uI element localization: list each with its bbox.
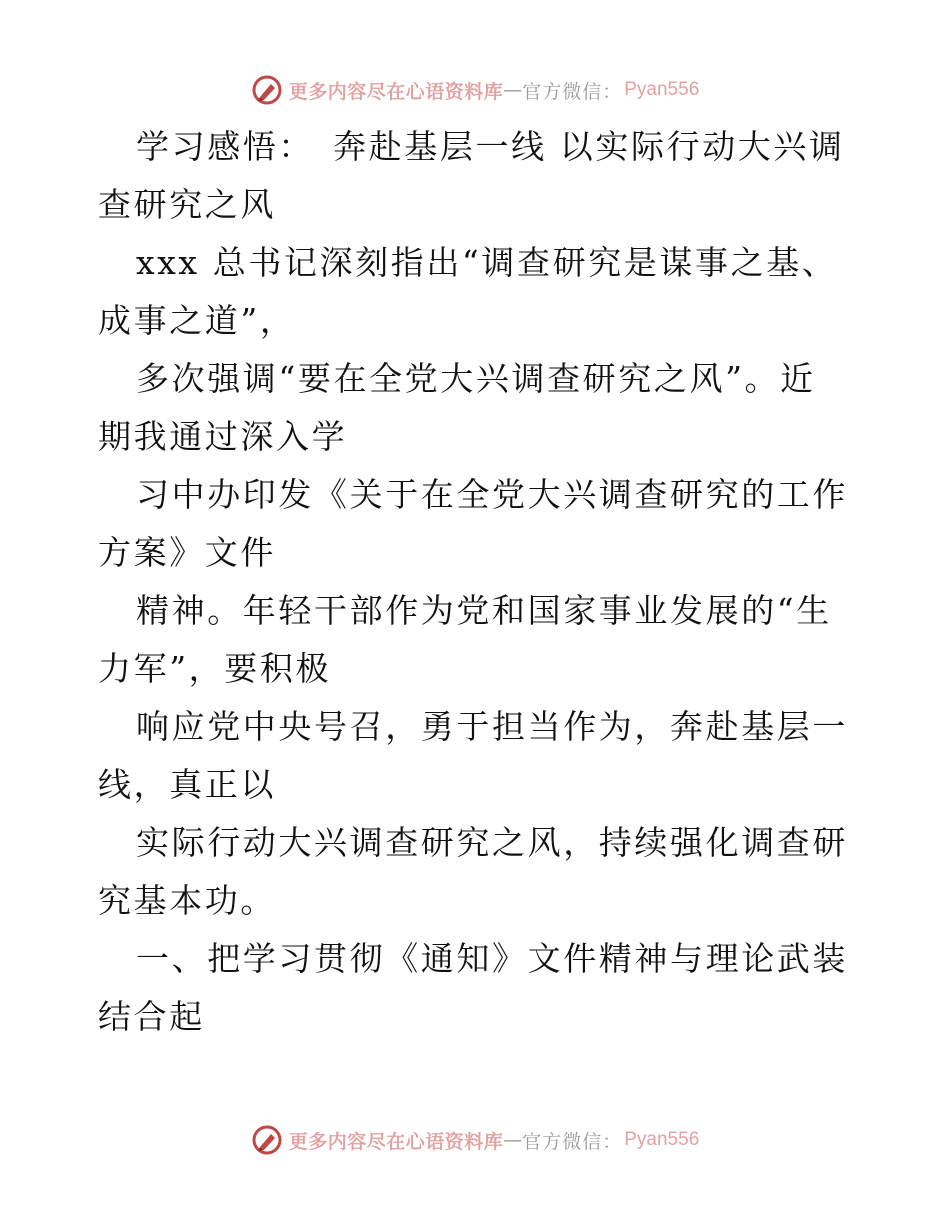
- document-title: 学习感悟： 奔赴基层一线 以实际行动大兴调查研究之风: [98, 127, 845, 224]
- footer-watermark: [0, 1120, 950, 1160]
- watermark-official-label: 官方微信：: [522, 80, 623, 103]
- watermark-wechat-id: Pyan556: [624, 1129, 700, 1150]
- watermark-separator: —: [503, 79, 523, 101]
- pen-nib-circle-icon: [251, 1124, 283, 1156]
- header-watermark: [0, 70, 950, 110]
- paragraph: 多次强调“要在全党大兴调查研究之风”。近期我通过深入学: [98, 359, 816, 456]
- paragraph: xxx 总书记深刻指出“调查研究是谋事之基、成事之道”，: [98, 243, 838, 340]
- paragraph: 实际行动大兴调查研究之风，持续强化调查研究基本功。: [98, 823, 848, 920]
- document-body: [98, 118, 850, 1046]
- watermark-text: 更多内容尽在心语资料库: [288, 80, 504, 103]
- watermark-official-label: 官方微信：: [522, 1130, 623, 1153]
- paragraph: 响应党中央号召，勇于担当作为，奔赴基层一线，真正以: [98, 707, 848, 804]
- pen-nib-circle-icon: [251, 74, 283, 106]
- watermark-text: 更多内容尽在心语资料库: [288, 1130, 504, 1153]
- paragraph: 精神。年轻干部作为党和国家事业发展的“生力军”，要积极: [98, 591, 832, 688]
- watermark-wechat-id: Pyan556: [624, 79, 700, 100]
- paragraph: 习中办印发《关于在全党大兴调查研究的工作方案》文件: [98, 475, 848, 572]
- section-heading: 一、把学习贯彻《通知》文件精神与理论武装结合起: [98, 939, 848, 1036]
- watermark-separator: —: [503, 1129, 523, 1151]
